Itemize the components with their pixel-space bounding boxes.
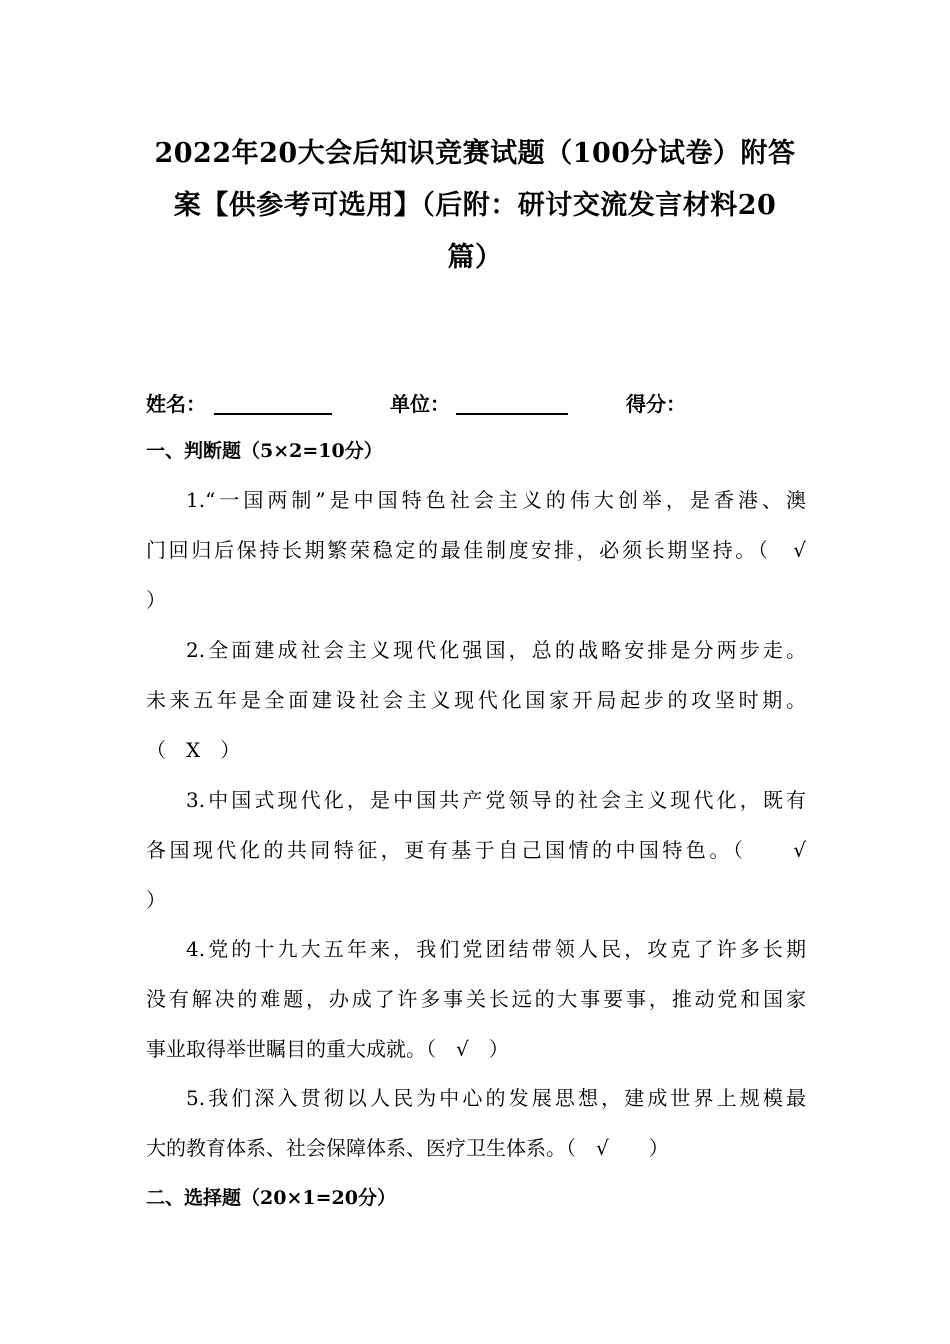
question-line: 门回归后保持长期繁荣稳定的最佳制度安排，必须长期坚持。（ √ (146, 538, 806, 562)
unit-blank[interactable] (456, 413, 568, 415)
question-line: 4.党的十九大五年来，我们党团结带领人民，攻克了许多长期 (186, 937, 806, 961)
question-line: 1.“一国两制”是中国特色社会主义的伟大创举，是香港、澳 (186, 488, 806, 512)
unit-label: 单位： (390, 392, 450, 416)
question-5 (146, 1073, 806, 1173)
name-blank[interactable] (214, 413, 332, 415)
question-line: 各国现代化的共同特征，更有基于自己国情的中国特色。（ √ (146, 838, 806, 862)
question-line: 5.我们深入贯彻以人民为中心的发展思想，建成世界上规模最 (186, 1086, 806, 1110)
question-3 (146, 775, 806, 925)
question-2 (146, 625, 806, 775)
section-heading-true-false: 一、判断题（5×2=10分） (146, 440, 383, 462)
info-line (146, 386, 806, 418)
question-line: ） (146, 888, 166, 912)
question-line: ） (146, 588, 166, 612)
question-line: 3.中国式现代化，是中国共产党领导的社会主义现代化，既有 (186, 788, 806, 812)
question-line: 大的教育体系、社会保障体系、医疗卫生体系。（ √ ） (146, 1136, 669, 1160)
question-line: 没有解决的难题，办成了许多事关长远的大事要事，推动党和国家 (146, 987, 806, 1011)
question-4 (146, 924, 806, 1074)
title-line: 2022年20大会后知识竞赛试题（100分试卷）附答 (154, 138, 796, 169)
question-line: 未来五年是全面建设社会主义现代化国家开局起步的攻坚时期。 (146, 688, 806, 712)
question-line: （ X ） (146, 738, 241, 762)
title-line: 篇） (447, 242, 503, 273)
question-line: 事业取得举世瞩目的重大成就。（ √ ） (146, 1037, 509, 1061)
section-heading-multiple-choice: 二、选择题（20×1=20分） (146, 1187, 396, 1209)
name-label: 姓名： (146, 392, 206, 416)
question-1 (146, 475, 806, 625)
title-line: 案【供参考可选用】（后附：研讨交流发言材料20 (173, 190, 777, 221)
document-title (140, 128, 810, 284)
question-line: 2.全面建成社会主义现代化强国，总的战略安排是分两步走。 (186, 638, 806, 662)
score-label: 得分： (626, 392, 686, 416)
